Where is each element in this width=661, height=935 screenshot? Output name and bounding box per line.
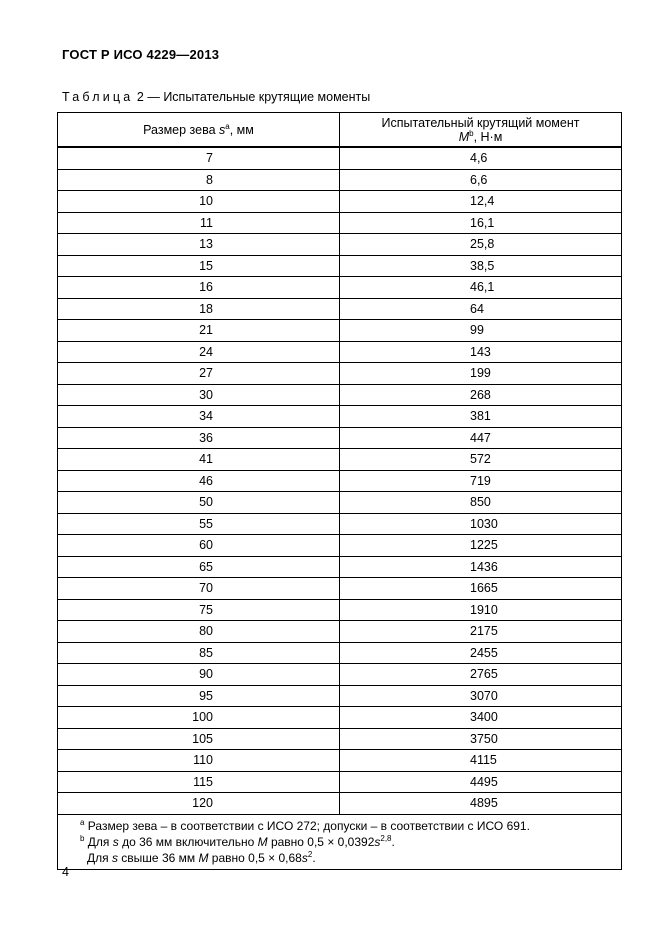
size-cell: 16: [58, 277, 340, 299]
torque-cell: 4895: [340, 793, 622, 815]
table-row: [58, 685, 622, 707]
table-row: [58, 169, 622, 191]
size-cell: 46: [58, 470, 340, 492]
table-row: [58, 642, 622, 664]
torque-cell: 2455: [340, 642, 622, 664]
col-size-header: Размер зева $s^a$, мм: [58, 113, 340, 148]
torque-cell: 143: [340, 341, 622, 363]
torque-cell: 1030: [340, 513, 622, 535]
torque-cell: 46,1: [340, 277, 622, 299]
torque-cell: 38,5: [340, 255, 622, 277]
size-cell: 7: [58, 147, 340, 169]
table-row: [58, 750, 622, 772]
table-row: [58, 234, 622, 256]
table-body: [58, 147, 622, 814]
size-cell: 13: [58, 234, 340, 256]
torque-cell: 4115: [340, 750, 622, 772]
torque-table: [57, 112, 622, 870]
torque-cell: 1910: [340, 599, 622, 621]
table-row: [58, 191, 622, 213]
torque-cell: 16,1: [340, 212, 622, 234]
size-cell: 110: [58, 750, 340, 772]
table-row: [58, 707, 622, 729]
table-caption: [62, 90, 370, 104]
torque-cell: 4,6: [340, 147, 622, 169]
table-row: [58, 298, 622, 320]
size-cell: 36: [58, 427, 340, 449]
size-cell: 8: [58, 169, 340, 191]
torque-cell: 3750: [340, 728, 622, 750]
torque-cell: 2175: [340, 621, 622, 643]
table-row: [58, 535, 622, 557]
size-cell: 18: [58, 298, 340, 320]
size-cell: 55: [58, 513, 340, 535]
size-cell: 30: [58, 384, 340, 406]
table-row: [58, 277, 622, 299]
table-row: [58, 664, 622, 686]
table-row: [58, 492, 622, 514]
size-cell: 70: [58, 578, 340, 600]
footnote-b: $^b$ Для s до 36 мм включительно M равно $0,5 \times 0,0392s^{2,8}$.: [80, 833, 395, 849]
torque-cell: 268: [340, 384, 622, 406]
table-row: [58, 449, 622, 471]
table-row: [58, 320, 622, 342]
size-cell: 100: [58, 707, 340, 729]
size-cell: 75: [58, 599, 340, 621]
size-cell: 85: [58, 642, 340, 664]
torque-cell: 1665: [340, 578, 622, 600]
col-torque-header: Испытательный крутящий момент $M^b$, Н·м: [340, 113, 622, 148]
table-row: [58, 556, 622, 578]
torque-cell: 381: [340, 406, 622, 428]
footnote-a: $^a$ Размер зева – в соответствии с ИСО 272; допуски – в соответствии с ИСО 691.: [80, 817, 530, 833]
table-row: [58, 513, 622, 535]
table-row: [58, 578, 622, 600]
footnotes: [58, 814, 622, 869]
torque-cell: 25,8: [340, 234, 622, 256]
table-row: [58, 427, 622, 449]
table-row: [58, 599, 622, 621]
size-cell: 41: [58, 449, 340, 471]
table-row: [58, 341, 622, 363]
torque-cell: 719: [340, 470, 622, 492]
table-row: [58, 212, 622, 234]
caption-number: 2: [136, 90, 144, 104]
caption-label: Таблица: [62, 90, 134, 104]
torque-cell: 2765: [340, 664, 622, 686]
torque-cell: 6,6: [340, 169, 622, 191]
size-cell: 65: [58, 556, 340, 578]
table-row: [58, 406, 622, 428]
torque-cell: 3400: [340, 707, 622, 729]
footnote-b-continued: Для s свыше 36 мм M равно $0,5 \times 0,68s^2$.: [87, 849, 316, 865]
torque-cell: 3070: [340, 685, 622, 707]
torque-cell: 4495: [340, 771, 622, 793]
table-row: [58, 728, 622, 750]
table-row: [58, 363, 622, 385]
torque-cell: 850: [340, 492, 622, 514]
size-cell: 15: [58, 255, 340, 277]
size-cell: 80: [58, 621, 340, 643]
table-row: [58, 771, 622, 793]
torque-cell: 1436: [340, 556, 622, 578]
document-header: ГОСТ Р ИСО 4229—2013: [62, 47, 220, 62]
torque-cell: 199: [340, 363, 622, 385]
table-row: [58, 147, 622, 169]
size-cell: 27: [58, 363, 340, 385]
table-row: [58, 384, 622, 406]
size-cell: 21: [58, 320, 340, 342]
size-cell: 24: [58, 341, 340, 363]
size-cell: 60: [58, 535, 340, 557]
size-cell: 11: [58, 212, 340, 234]
torque-cell: 447: [340, 427, 622, 449]
size-cell: 95: [58, 685, 340, 707]
table-row: [58, 621, 622, 643]
table-header-row: [58, 113, 622, 148]
size-cell: 115: [58, 771, 340, 793]
size-cell: 34: [58, 406, 340, 428]
torque-cell: 99: [340, 320, 622, 342]
table-row: [58, 255, 622, 277]
page-number: 4: [62, 865, 69, 879]
table-row: [58, 793, 622, 815]
size-cell: 105: [58, 728, 340, 750]
size-cell: 50: [58, 492, 340, 514]
torque-cell: 12,4: [340, 191, 622, 213]
size-cell: 90: [58, 664, 340, 686]
size-cell: 120: [58, 793, 340, 815]
caption-title: — Испытательные крутящие моменты: [147, 90, 371, 104]
size-cell: 10: [58, 191, 340, 213]
torque-cell: 64: [340, 298, 622, 320]
torque-cell: 572: [340, 449, 622, 471]
torque-cell: 1225: [340, 535, 622, 557]
footnotes-row: [58, 814, 622, 869]
table-row: [58, 470, 622, 492]
